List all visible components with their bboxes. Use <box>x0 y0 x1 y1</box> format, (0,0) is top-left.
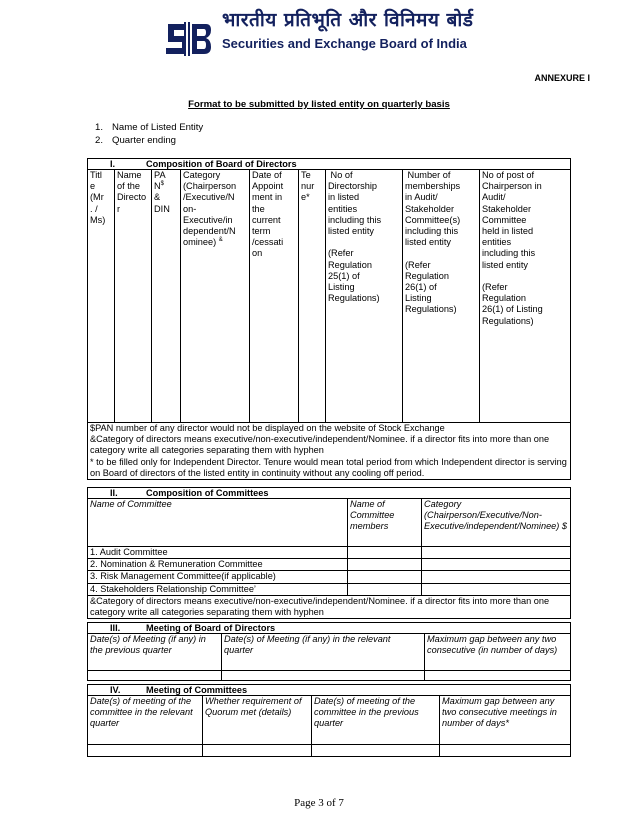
col-pan-din: PA N$ & DIN <box>152 170 181 423</box>
col-tenure: Te nur e* <box>299 170 326 423</box>
col-chairperson-posts: No of post of Chairperson in Audit/ Stakeholder Committee held in listed entities including this listed entity (Refer Regulation 26(1) of Listing Regulations) <box>480 170 571 423</box>
page-footer: Page 3 of 7 <box>294 797 344 809</box>
note-category: &Category of directors means executive/non-executive/independent/Nominee. if a director fits into more than one category write all categories separating them with hyphen <box>90 434 550 456</box>
committees-table <box>87 487 571 619</box>
committee-row: 4. Stakeholders Relationship Committee’ <box>88 583 348 595</box>
committee-row: 1. Audit Committee <box>88 547 348 559</box>
note-tenure: * to be filled only for Independent Director. Tenure would mean total period from which Independent director is serving on Board of directors of the listed entity in continuity without any cooling off period. <box>90 456 567 478</box>
intro-item: 1. Name of Listed Entity <box>95 122 204 133</box>
format-title: Format to be submitted by listed entity on quarterly basis <box>188 99 450 110</box>
col-committee-members: Name of Committee members <box>348 499 422 547</box>
board-composition-table <box>87 158 571 480</box>
section-3-heading: III. Meeting of Board of Directors <box>88 623 571 634</box>
sebi-logo <box>164 20 212 58</box>
col-title: Titl e (Mr . / Ms) <box>88 170 115 423</box>
board-meetings-table <box>87 622 571 681</box>
committee-row: 3. Risk Management Committee(if applicable) <box>88 571 348 583</box>
committee-row: 2. Nomination & Remuneration Committee <box>88 559 348 571</box>
col-appointment: Date of Appoint ment in the current term /cessati on <box>250 170 299 423</box>
col-name: Name of the Directo r <box>115 170 152 423</box>
annexure-label: ANNEXURE I <box>534 73 590 83</box>
col-relevant-quarter-meetings: Date(s) of Meeting (if any) in the relevant quarter <box>222 634 425 671</box>
section-2-note: &Category of directors means executive/non-executive/independent/Nominee. if a director fits into more than one category write all categories separating them with hyphen <box>88 595 571 618</box>
intro-item: 2. Quarter ending <box>95 135 176 146</box>
col-memberships: Number of memberships in Audit/ Stakeholder Committee(s) including this listed entity (Refer Regulation 26(1) of Listing Regulations) <box>403 170 480 423</box>
col-quorum-met: Whether requirement of Quorum met (details) <box>203 696 312 745</box>
section-4-heading: IV. Meeting of Committees <box>88 685 571 696</box>
col-category: Category (Chairperson /Executive/N on- Executive/in dependent/N ominee) & <box>181 170 250 423</box>
section-2-heading: II. Composition of Committees <box>88 488 571 499</box>
col-committee-category: Category (Chairperson/Executive/Non-Executive/independent/Nominee) $ <box>422 499 571 547</box>
col-committee-relevant-meetings: Date(s) of meeting of the committee in the relevant quarter <box>88 696 203 745</box>
hindi-title: भारतीय प्रतिभूति और विनिमय बोर्ड <box>222 9 474 31</box>
section-1-notes <box>88 423 571 480</box>
col-previous-quarter-meetings: Date(s) of Meeting (if any) in the previous quarter <box>88 634 222 671</box>
note-pan: $PAN number of any director would not be displayed on the website of Stock Exchange <box>90 423 445 433</box>
committee-meetings-table <box>87 684 571 757</box>
col-directorships: No of Directorship in listed entities including this listed entity (Refer Regulation 25(1) of Listing Regulations) <box>326 170 403 423</box>
section-1-heading: I. Composition of Board of Directors <box>88 159 571 170</box>
intro-list <box>95 121 203 147</box>
col-committee-max-gap: Maximum gap between any two consecutive meetings in number of days* <box>440 696 571 745</box>
col-committee-previous-meetings: Date(s) of meeting of the committee in the previous quarter <box>312 696 440 745</box>
col-committee-name: Name of Committee <box>88 499 348 547</box>
english-title: Securities and Exchange Board of India <box>222 36 467 51</box>
col-max-gap: Maximum gap between any two consecutive (in number of days) <box>425 634 571 671</box>
